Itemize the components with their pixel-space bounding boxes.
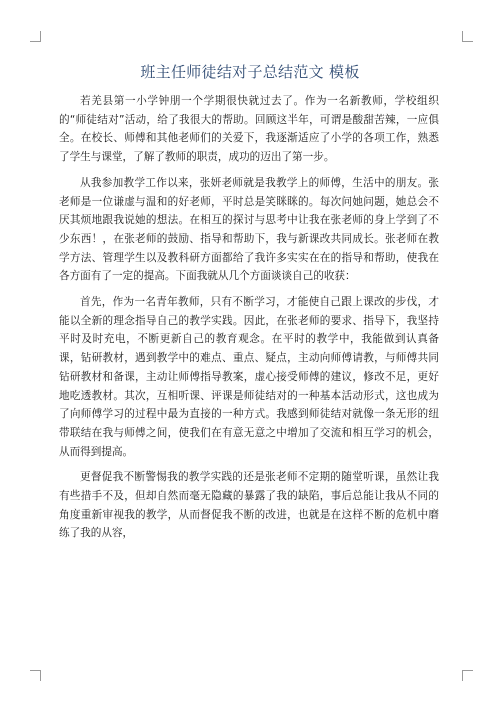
- paragraph-2: 从我参加教学工作以来，张妍老师就是我教学上的师傅，生活中的朋友。张老师是一位谦虚与温和的好老师，平时总是笑眯眯的。每次问她问题，她总会不厌其烦地跟我说她的想法。在相互的探讨与思考中让我在张老师的身上学到了不少东西！，在张老师的鼓励、指导和帮助下，我与新课改共同成长。张老师在教学方法、管理学生以及教科研方面都给了我许多实实在在的指导和帮助，使我在各方面有了一定的提高。下面我就从几个方面谈谈自己的收获：: [59, 176, 439, 283]
- document-body: [59, 92, 439, 550]
- crop-mark-top-left: [30, 31, 41, 42]
- paragraph-4: 更督促我不断警惕我的教学实践的还是张老师不定期的随堂听课，虽然让我有些措手不及，但却自然而毫无隐藏的暴露了我的缺陷，事后总能让我从不同的角度重新审视我的教学，从而督促我不断的改进，也就是在这样不断的危机中磨练了我的从容，: [59, 471, 439, 540]
- crop-mark-top-right: [462, 31, 473, 42]
- crop-mark-bottom-left: [30, 670, 41, 681]
- crop-mark-bottom-right: [462, 670, 473, 681]
- paragraph-1: 若羌县第一小学钟朋一个学期很快就过去了。作为一名新教师，学校组织的“师徒结对”活动，给了我很大的帮助。回顾这半年，可谓是酸甜苦辣，一应俱全。在校长、师傅和其他老师们的关爱下，我逐渐适应了小学的各项工作，熟悉了学生与课堂，了解了教师的职责，成功的迈出了第一步。: [59, 95, 439, 164]
- document-title: 班主任师徒结对子总结范文 模板: [140, 63, 360, 81]
- paragraph-3: 首先，作为一名青年教师，只有不断学习，才能使自己跟上课改的步伐，才能以全新的理念指导自己的教学实践。因此，在张老师的要求、指导下，我坚持平时及时充电，不断更新自己的教育观念。在平时的教学中，我能做到认真备课，钻研教材，遇到教学中的难点、重点、疑点，主动向师傅请教，与师傅共同钻研教材和备课，主动让师傅指导教案，虚心接受师傅的建议，修改不足，更好地吃透教材。其次，互相听课、评课是师徒结对的一种基本活动形式，这也成为了向师傅学习的过程中最为直接的一种方式。我感到师徒结对就像一条无形的纽带联结在我与师傅之间，使我们在有意无意之中增加了交流和相互学习的机会，从而得到提高。: [59, 296, 439, 458]
